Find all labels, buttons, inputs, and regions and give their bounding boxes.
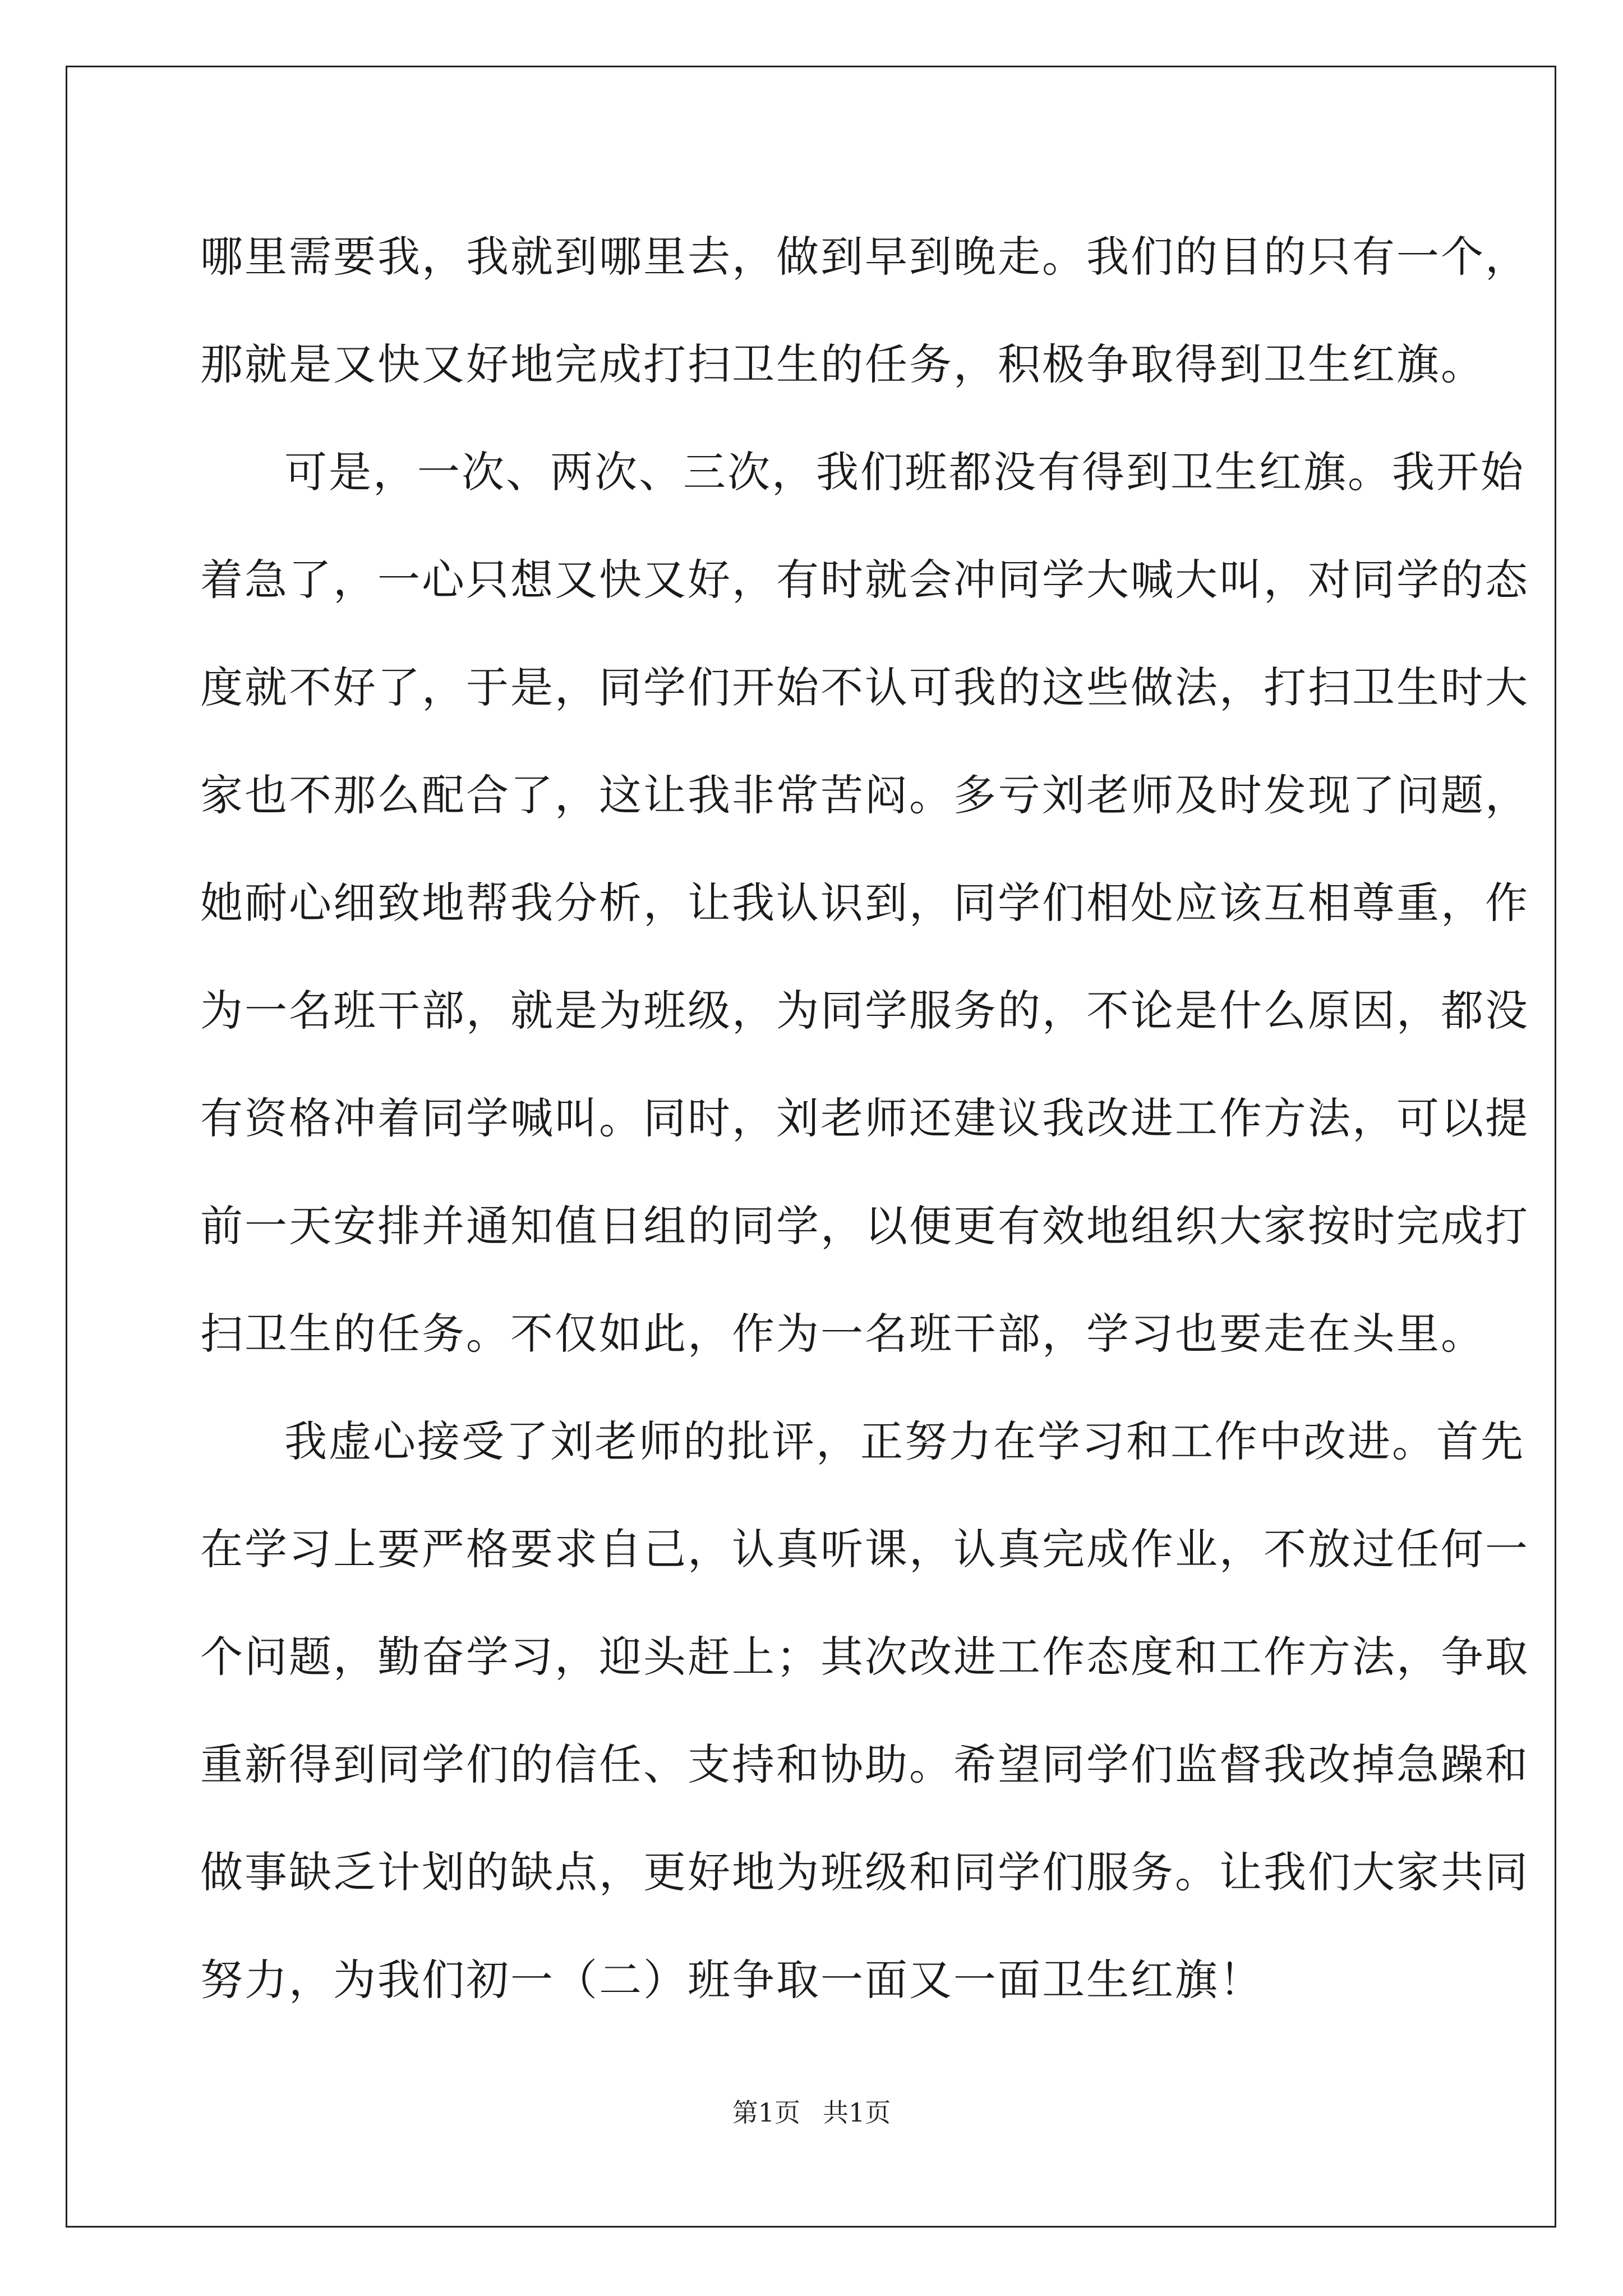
text-line: 个问题，勤奋学习，迎头赶上；其次改进工作态度和工作方法，争取 [200, 1632, 1529, 1682]
paragraph-start-line: 可是，一次、两次、三次，我们班都没有得到卫生红旗。我开始 [284, 447, 1525, 497]
text-line: 做事缺乏计划的缺点，更好地为班级和同学们服务。让我们大家共同 [200, 1847, 1529, 1897]
text-line: 前一天安排并通知值日组的同学，以便更有效地组织大家按时完成打 [200, 1201, 1529, 1251]
text-line: 为一名班干部，就是为班级，为同学服务的，不论是什么原因，都没 [200, 986, 1529, 1036]
page-number: 第1页 [732, 2097, 800, 2128]
text-line: 家也不那么配合了，这让我非常苦闷。多亏刘老师及时发现了问题， [200, 770, 1529, 820]
text-line: 哪里需要我，我就到哪里去，做到早到晚走。我们的目的只有一个， [200, 232, 1529, 282]
paragraph-start-line: 我虚心接受了刘老师的批评，正努力在学习和工作中改进。首先 [284, 1416, 1525, 1466]
text-line: 努力，为我们初一（二）班争取一面又一面卫生红旗！ [200, 1955, 1264, 2005]
text-line: 重新得到同学们的信任、支持和协助。希望同学们监督我改掉急躁和 [200, 1740, 1529, 1789]
page-total: 共1页 [823, 2097, 891, 2128]
text-line: 着急了，一心只想又快又好，有时就会冲同学大喊大叫，对同学的态 [200, 555, 1529, 605]
text-line: 她耐心细致地帮我分析，让我认识到，同学们相处应该互相尊重，作 [200, 878, 1529, 928]
text-line: 扫卫生的任务。不仅如此，作为一名班干部，学习也要走在头里。 [200, 1309, 1485, 1359]
text-line: 在学习上要严格要求自己，认真听课，认真完成作业，不放过任何一 [200, 1524, 1529, 1574]
page-footer [0, 2092, 1623, 2129]
text-line: 度就不好了，于是，同学们开始不认可我的这些做法，打扫卫生时大 [200, 662, 1529, 712]
text-line: 有资格冲着同学喊叫。同时，刘老师还建议我改进工作方法，可以提 [200, 1093, 1529, 1143]
text-line: 那就是又快又好地完成打扫卫生的任务，积极争取得到卫生红旗。 [200, 339, 1485, 389]
document-body [200, 203, 1529, 2034]
